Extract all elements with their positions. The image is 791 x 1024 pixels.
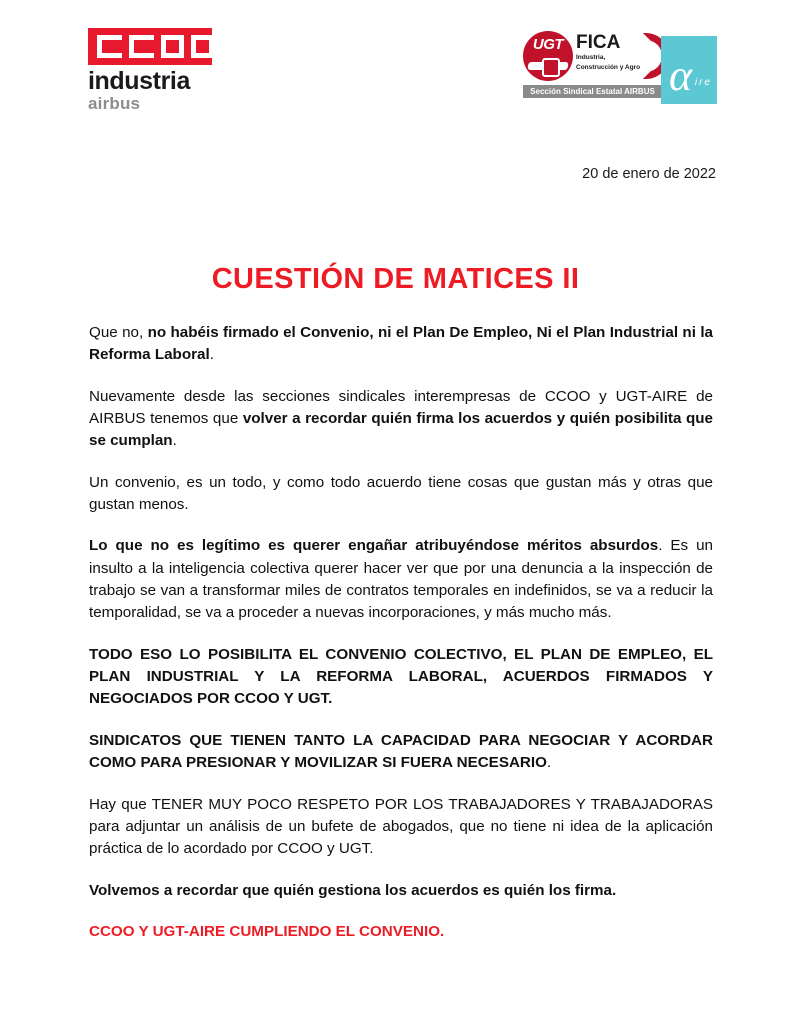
paragraph-7: Hay que TENER MUY POCO RESPETO POR LOS TRABAJADORES Y TRABAJADORAS para adjuntar un análisis de un bufete de abogados, que no tiene ni idea de la aplicación práctica de lo acordado por CCOO y UGT. [89,795,713,858]
aire-logo [661,36,717,104]
ccoo-letter-c-2 [129,35,154,58]
ccoo-industria-airbus-logo [88,28,212,114]
p6-bold-text: SINDICATOS QUE TIENEN TANTO LA CAPACIDAD PARA NEGOCIAR Y ACORDAR COMO PARA PRESIONAR Y MOVILIZAR SI FUERA NECESARIO [89,731,713,772]
p1-bold-text: no habéis firmado el Convenio, ni el Plan De Empleo, Ni el Plan Industrial ni la Reforma Laboral [89,324,713,364]
ugt-fica-logo-row [523,31,663,83]
handshake-glyph-icon [528,58,568,74]
p2-lead-text: Nuevamente desde las secciones sindicales interempresas de CCOO y UGT-AIRE de AIRBUS tenemos que [89,387,713,428]
closing-slogan-text: CCOO Y UGT-AIRE CUMPLIENDO EL CONVENIO. [89,922,445,940]
ccoo-letter-o-2 [191,35,214,58]
ugt-handshake-icon [523,31,573,81]
document-body [89,322,713,943]
page-title: CUESTIÓN DE MATICES II [211,263,580,296]
document-date: 20 de enero de 2022 [582,166,716,182]
ccoo-letter-o-1 [161,35,184,58]
paragraph-6 [89,730,713,775]
aire-word-label: ire [694,77,712,88]
paragraph-8 [89,880,713,902]
p5-bold-text: TODO ESO LO POSIBILITA EL CONVENIO COLECTIVO, EL PLAN DE EMPLEO, EL PLAN INDUSTRIAL Y LA REFORMA LABORAL, ACUERDOS FIRMADOS Y NEGOCIADOS POR CCOO Y UGT. [89,645,713,708]
ccoo-letterforms-icon [97,35,214,58]
ccoo-airbus-label: airbus [88,94,141,114]
p2-trailing-text: . [172,432,177,450]
alpha-symbol-icon: α [669,51,693,100]
fica-title-label: FICA [576,32,621,53]
paragraph-1 [89,322,713,367]
p1-lead-text: Que no, [89,324,148,341]
paragraph-3: Un convenio, es un todo, y como todo acuerdo tiene cosas que gustan más y otras que gustan menos. [89,473,713,514]
p1-trailing-text: . [209,346,214,364]
ccoo-industria-label: industria [88,67,190,95]
p4-bold-text: Lo que no es legítimo es querer engañar atribuyéndose méritos absurdos [89,537,659,555]
fica-subtitle-line2: Construcción y Agro [576,64,641,72]
document-header [0,0,791,120]
paragraph-4 [89,535,713,624]
paragraph-9-closing-slogan [89,921,713,943]
paragraph-2 [89,386,713,453]
ugt-acronym-label: UGT [532,36,564,53]
paragraph-5 [89,644,713,711]
ugt-seccion-sindical-banner: Sección Sindical Estatal AIRBUS [523,85,662,98]
p2-bold-text: volver a recordar quién firma los acuerdos y quién posibilita que se cumplan [89,410,713,450]
ccoo-logo-mark [88,28,212,65]
p4-body-text: . Es un insulto a la inteligencia colectiva querer hacer ver que por una denuncia a la inspección de trabajo se van a transformar miles de contratos temporales en indefinidos, se va a reducir la temporalidad, se va a proceder a nuevas incorporaciones, y más mucho más. [89,537,713,622]
p8-bold-text: Volvemos a recordar que quién gestiona los acuerdos es quién los firma. [89,881,617,899]
ccoo-letter-c-1 [97,35,122,58]
ugt-fica-logo [523,31,663,103]
fica-subtitle-line1: Industria, [576,54,606,61]
p6-trailing-text: . [546,754,552,772]
